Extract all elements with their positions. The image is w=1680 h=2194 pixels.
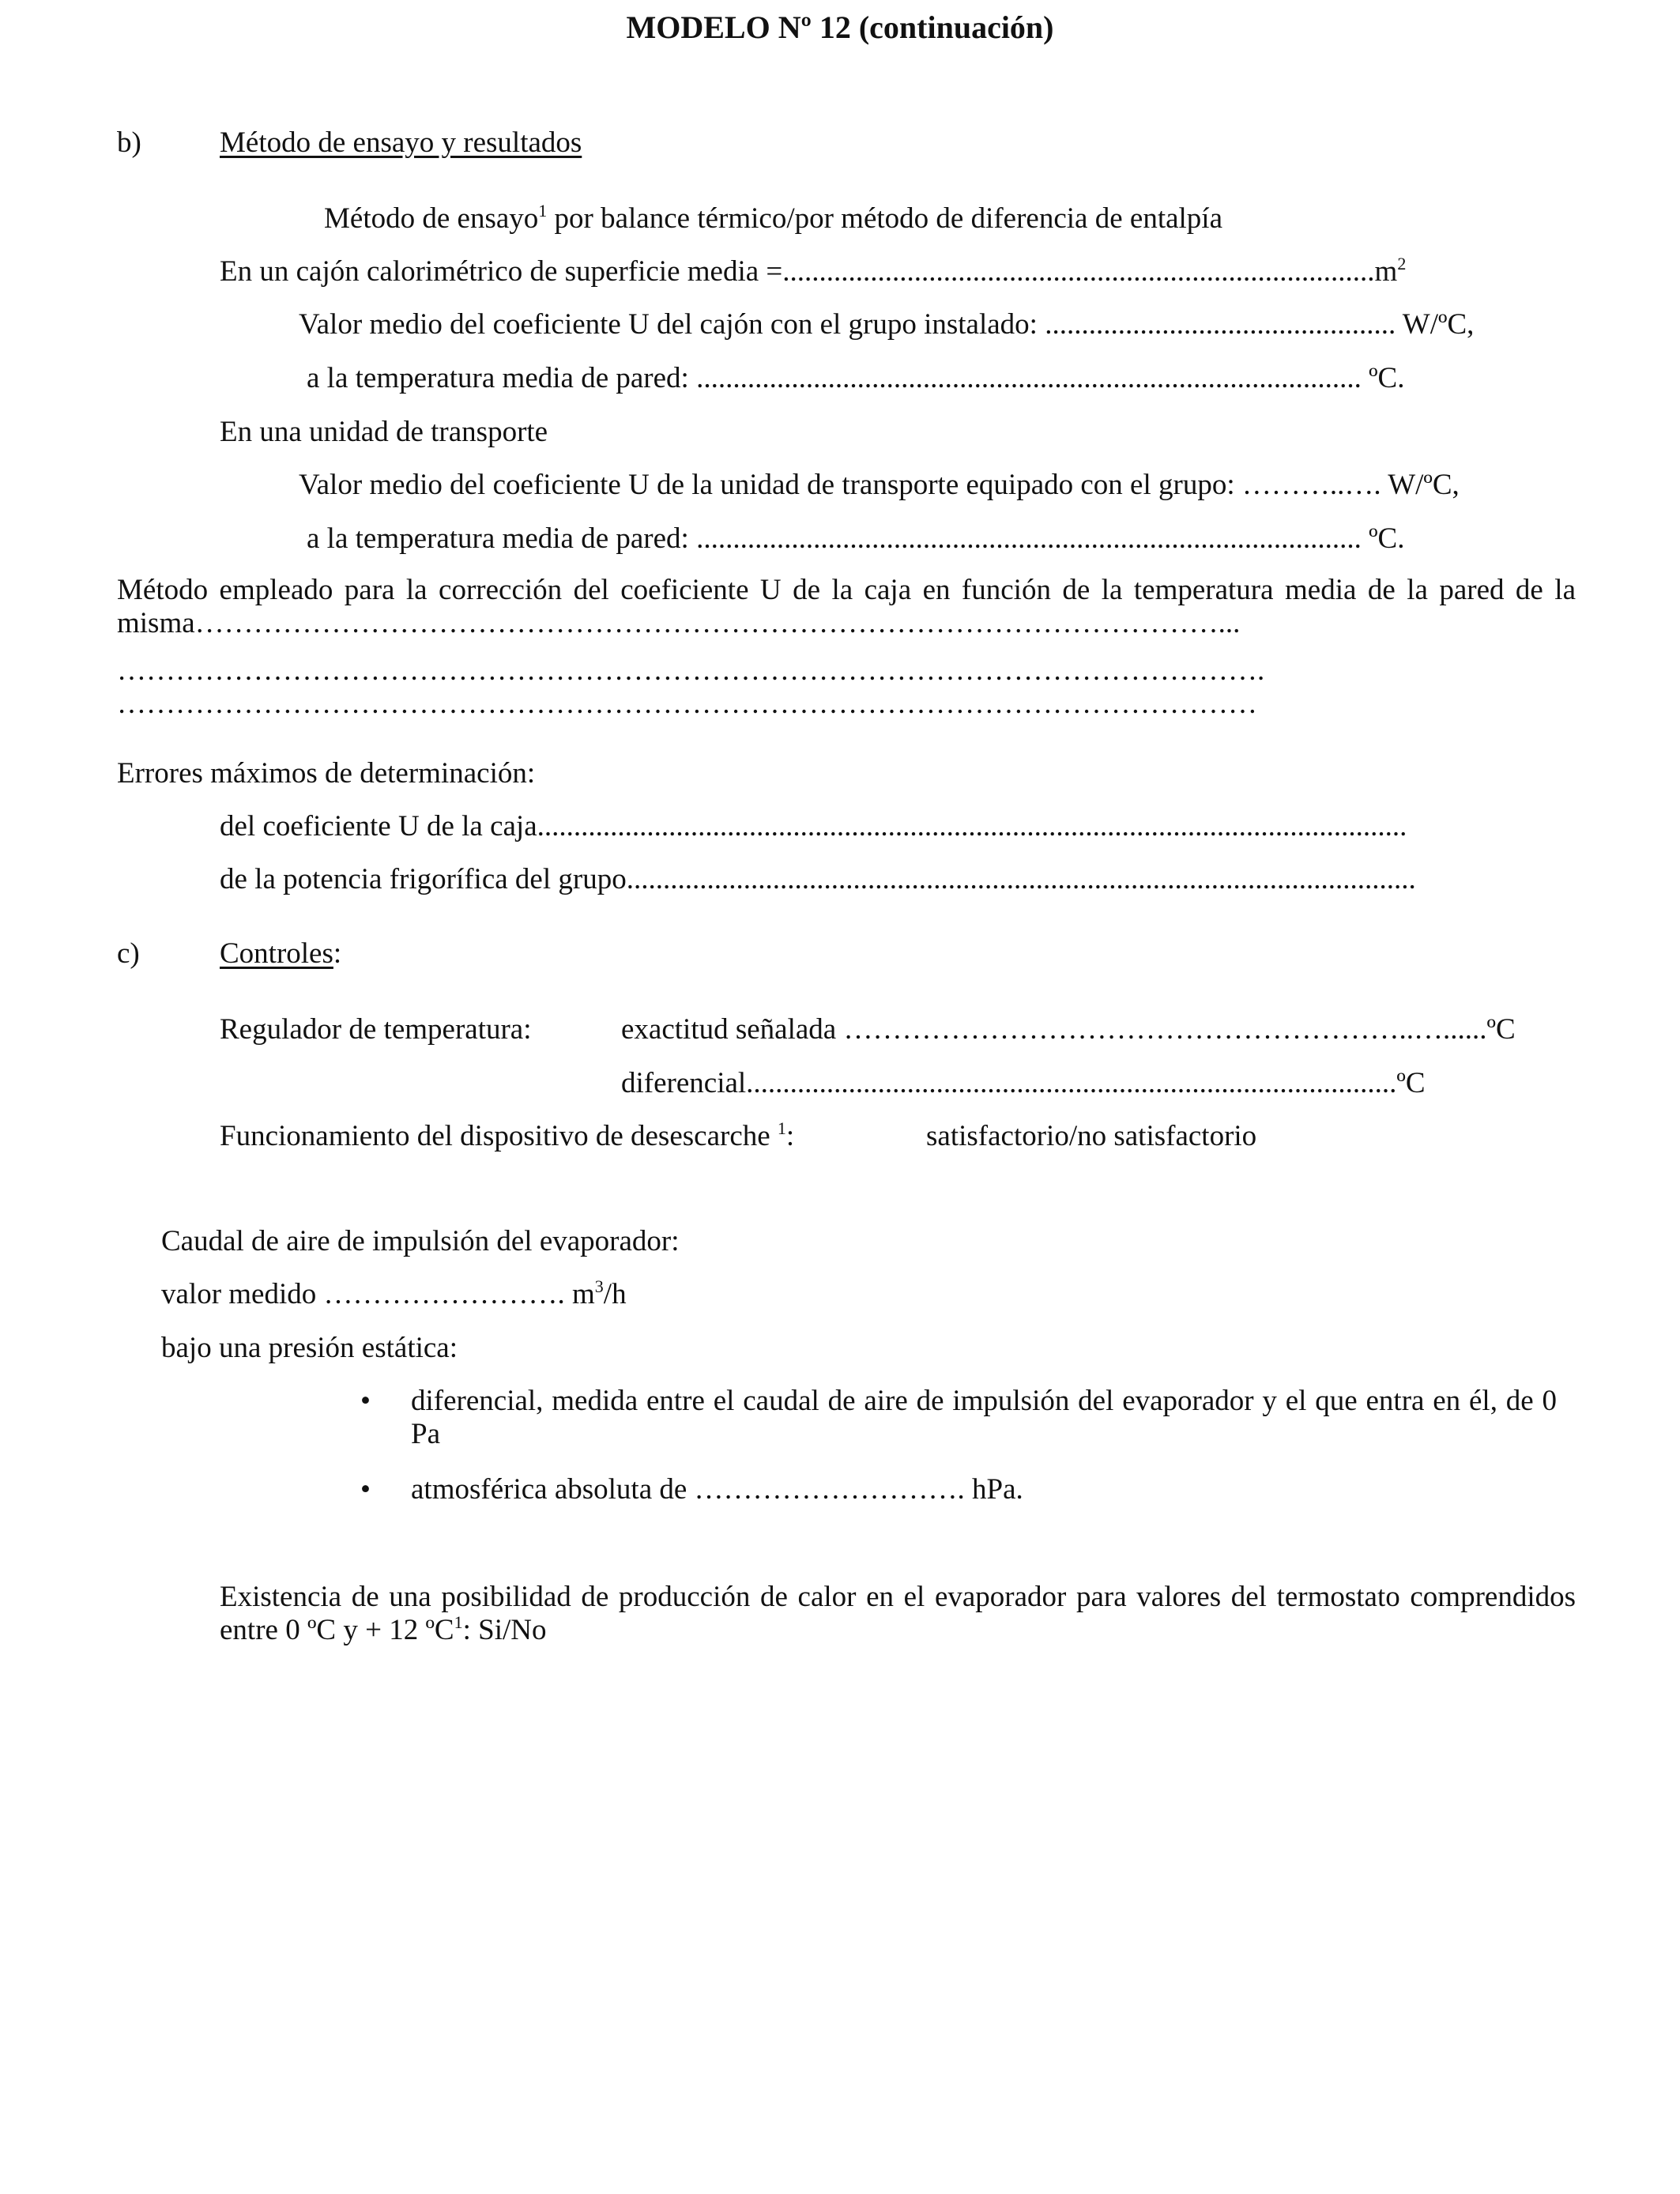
correction-method-text: Método empleado para la corrección del coeficiente U de la caja en función de la temperatura media de la pared de la misma……………………………………………………………………………………………... <box>117 574 1576 639</box>
errors-heading: Errores máximos de determinación: <box>117 757 536 790</box>
method-footnote-ref: 1 <box>538 201 548 221</box>
transporte-heading: En una unidad de transporte <box>220 416 548 448</box>
dots-line-2: ……………………………………………………………………………………………………… <box>117 688 1257 720</box>
cajon-temp-line: a la temperatura media de pared: ........................................................................................... ºC. <box>307 362 1405 394</box>
heat-production-sup: 1 <box>454 1612 463 1632</box>
method-line <box>324 202 1222 236</box>
dots-line-1: ………………………………………………………………………………………………………. <box>117 654 1265 687</box>
differential-line: diferencial.........................................................................................ºC <box>621 1067 1426 1099</box>
regulator-label: Regulador de temperatura: <box>220 1013 532 1046</box>
bullet-1-marker: • <box>360 1385 371 1417</box>
bullet-2-marker: • <box>360 1473 371 1506</box>
page-title: MODELO Nº 12 (continuación) <box>626 9 1054 45</box>
section-b-marker: b) <box>117 126 141 159</box>
section-c-heading-wrap <box>220 937 341 971</box>
transporte-u-line: Valor medio del coeficiente U de la unidad de transporte equipado con el grupo: ………..…. W/ºC, <box>299 469 1460 501</box>
heat-production-prefix: Existencia de una posibilidad de producción de calor en el evaporador para valores del termostato comprendidos entre 0 ºC y + 12 ºC <box>220 1581 1576 1646</box>
pressure-heading: bajo una presión estática: <box>161 1332 458 1364</box>
airflow-measured-sup: 3 <box>594 1276 604 1296</box>
accuracy-line: exactitud señalada …………………………………………………..…......ºC <box>621 1013 1516 1046</box>
heat-production-suffix: : Si/No <box>462 1614 547 1646</box>
defrost-line <box>220 1120 794 1154</box>
airflow-measured-line <box>161 1278 627 1312</box>
cajon-unit-sup: 2 <box>1397 254 1407 273</box>
bullet-2-text: atmosférica absoluta de ………………………. hPa. <box>411 1473 1023 1506</box>
section-b-heading: Método de ensayo y resultados <box>220 126 582 159</box>
defrost-colon: : <box>785 1120 795 1152</box>
section-c-marker: c) <box>117 937 140 970</box>
bullet-1-text: diferencial, medida entre el caudal de aire de impulsión del evaporador y el que entra en él, de 0 Pa <box>411 1385 1557 1450</box>
airflow-measured-prefix: valor medido ……………………. m <box>161 1278 595 1310</box>
defrost-value: satisfactorio/no satisfactorio <box>926 1120 1257 1152</box>
heat-production-text <box>220 1581 1576 1647</box>
defrost-footnote-ref: 1 <box>777 1118 786 1138</box>
method-suffix: por balance térmico/por método de diferencia de entalpía <box>547 202 1223 235</box>
section-c-colon: : <box>333 937 342 970</box>
cajon-line <box>220 255 1406 289</box>
transporte-temp-line: a la temperatura media de pared: ........................................................................................... ºC. <box>307 522 1405 555</box>
error-power-line: de la potencia frigorífica del grupo............................................................................................................ <box>220 863 1416 895</box>
airflow-measured-suffix: /h <box>603 1278 627 1310</box>
airflow-heading: Caudal de aire de impulsión del evaporador: <box>161 1225 680 1257</box>
defrost-label: Funcionamiento del dispositivo de desescarche <box>220 1120 770 1152</box>
section-c-heading: Controles <box>220 937 333 970</box>
method-prefix: Método de ensayo <box>324 202 539 235</box>
cajon-text: En un cajón calorimétrico de superficie media =.................................................................................m <box>220 255 1398 288</box>
error-u-line: del coeficiente U de la caja....................................................................................................................... <box>220 810 1407 843</box>
cajon-u-line: Valor medio del coeficiente U del cajón con el grupo instalado: ................................................ W/ºC, <box>299 308 1475 341</box>
